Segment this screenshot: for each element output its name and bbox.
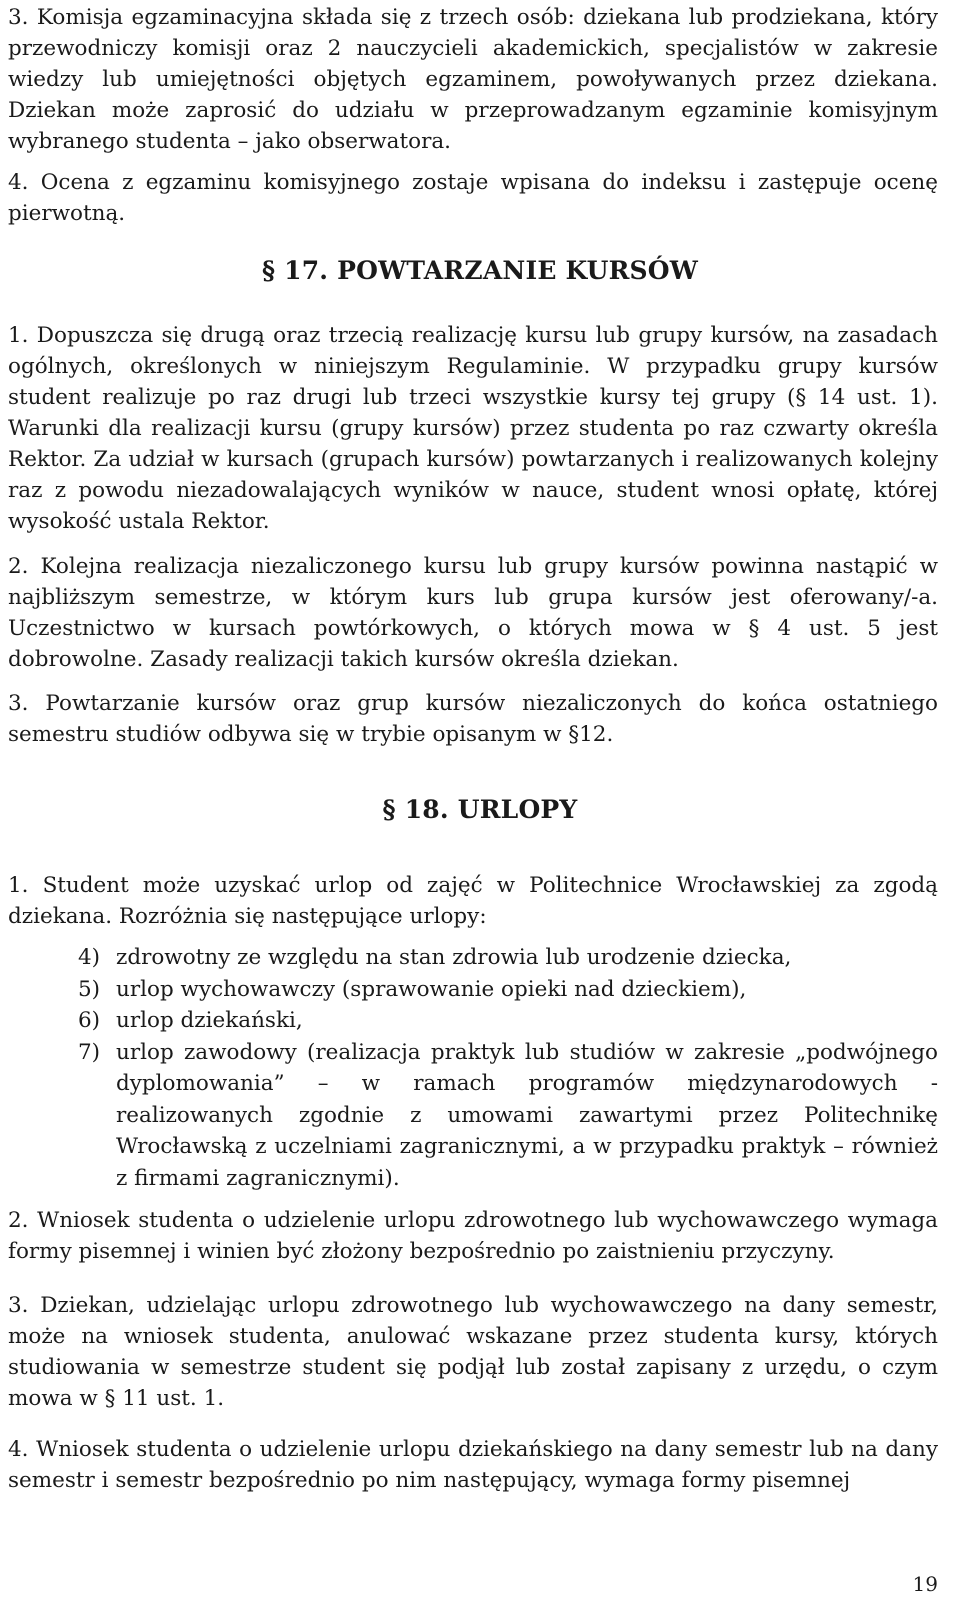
s16-paragraph-3-text: 3. Komisja egzaminacyjna składa się z trzech osób: dziekana lub prodziekana, który przewodniczy komisji oraz 2 nauczycieli akademickich, specjalistów w zakresie wiedzy lub umiejętności objętych egzaminem, powoływanych przez dziekana. Dziekan może zaprosić do udziału w przeprowadzanym egzaminie komisyjnym wybranego studenta – jako obserwatora. [8,5,938,154]
section-17-heading: § 17. POWTARZANIE KURSÓW [261,256,699,285]
s17-paragraph-3 [8,688,938,750]
list-item-number: 6) [78,1008,101,1033]
s18-paragraph-4 [8,1434,938,1496]
list-item [78,1037,938,1195]
list-item-number: 7) [78,1039,101,1065]
s16-paragraph-4-text: 4. Ocena z egzaminu komisyjnego zostaje wpisana do indeksu i zastępuje ocenę pierwotną. [8,170,938,226]
list-item-number: 4) [78,945,101,970]
s18-paragraph-2 [8,1205,938,1267]
s18-paragraph-2-text: 2. Wniosek studenta o udzielenie urlopu zdrowotnego lub wychowawczego wymaga formy pisemnej i winien być złożony bezpośrednio po zaistnieniu przyczyny. [8,1208,938,1264]
list-item [78,942,938,974]
list-item-text: urlop wychowawczy (sprawowanie opieki nad dzieckiem), [116,976,747,1002]
leave-types-list [78,942,938,1194]
s17-paragraph-3-text: 3. Powtarzanie kursów oraz grup kursów niezaliczonych do końca ostatniego semestru studiów odbywa się w trybie opisanym w §12. [8,691,938,747]
list-item-number: 5) [78,976,101,1002]
s17-paragraph-1 [8,320,938,537]
page-number: 19 [912,1572,938,1596]
list-item-text: zdrowotny ze względu na stan zdrowia lub urodzenie dziecka, [116,945,792,970]
s18-paragraph-3-text: 3. Dziekan, udzielając urlopu zdrowotnego lub wychowawczego na dany semestr, może na wniosek studenta, anulować wskazane przez studenta kursy, których studiowania w semestrze student się podjął lub został zapisany z urzędu, o czym mowa w § 11 ust. 1. [8,1293,938,1411]
s18-paragraph-4-text: 4. Wniosek studenta o udzielenie urlopu dziekańskiego na dany semestr lub na dany semestr i semestr bezpośrednio po nim następujący, wymaga formy pisemnej [8,1437,938,1493]
s16-paragraph-4 [8,167,938,229]
s16-paragraph-3 [8,2,938,157]
s18-paragraph-1-text: 1. Student może uzyskać urlop od zajęć w Politechnice Wrocławskiej za zgodą dziekana. Rozróżnia się następujące urlopy: [8,873,938,929]
s17-paragraph-1-text: 1. Dopuszcza się drugą oraz trzecią realizację kursu lub grupy kursów, na zasadach ogólnych, określonych w niniejszym Regulaminie. W przypadku grupy kursów student realizuje po raz drugi lub trzeci wszystkie kursy tej grupy (§ 14 ust. 1). Warunki dla realizacji kursu (grupy kursów) przez studenta po raz czwarty określa Rektor. Za udział w kursach (grupach kursów) powtarzanych i realizowanych kolejny raz z powodu niezadowalających wyników w nauce, student wnosi opłatę, której wysokość ustala Rektor. [8,323,938,534]
list-item [78,974,938,1006]
s17-paragraph-2 [8,551,938,675]
section-18-heading: § 18. URLOPY [382,795,578,824]
s18-paragraph-3 [8,1290,938,1414]
s17-paragraph-2-text: 2. Kolejna realizacja niezaliczonego kursu lub grupy kursów powinna nastąpić w najbliższym semestrze, w którym kurs lub grupa kursów jest oferowany/-a. Uczestnictwo w kursach powtórkowych, o których mowa w § 4 ust. 5 jest dobrowolne. Zasady realizacji takich kursów określa dziekan. [8,554,938,672]
list-item [78,1005,938,1037]
list-item-text: urlop dziekański, [116,1008,303,1033]
s18-paragraph-1 [8,870,938,932]
list-item-text: urlop zawodowy (realizacja praktyk lub studiów w zakresie „podwójnego dyplomowania” – w ramach programów międzynarodowych - realizowanych zgodnie z umowami zawartymi przez Politechnikę Wrocławską z uczelniami zagranicznymi, a w przypadku praktyk – również z firmami zagranicznymi). [116,1039,938,1191]
